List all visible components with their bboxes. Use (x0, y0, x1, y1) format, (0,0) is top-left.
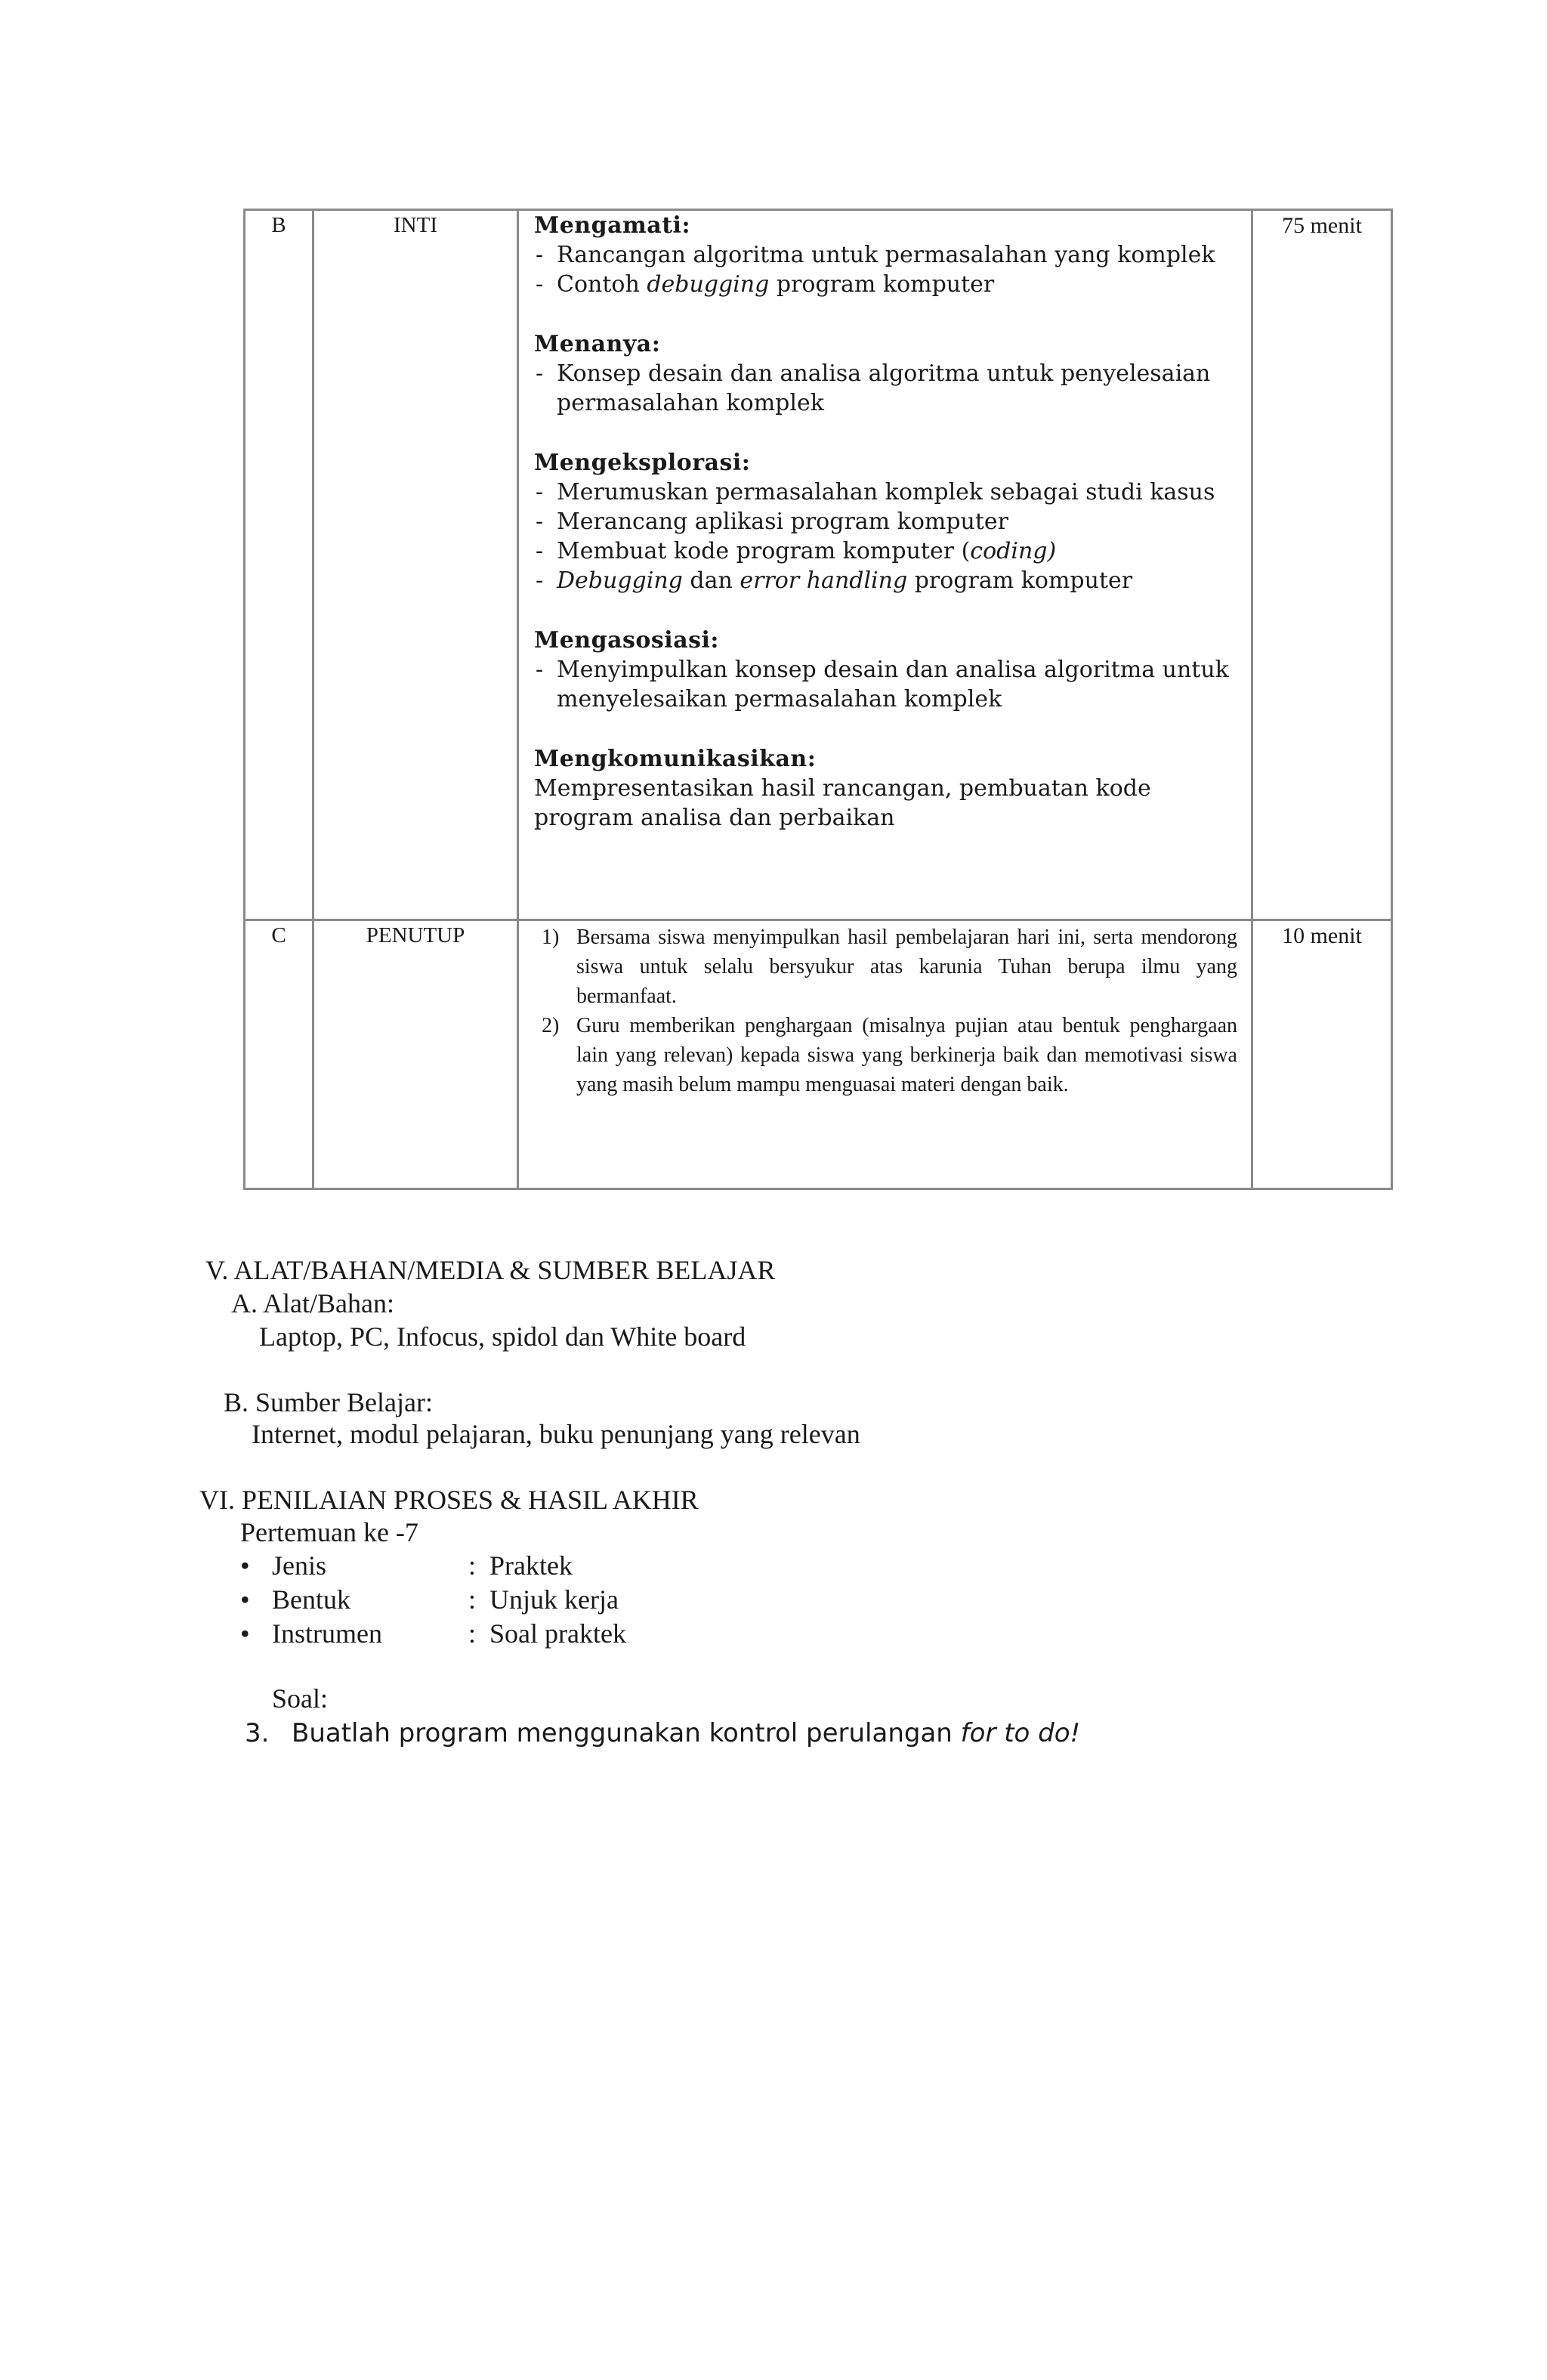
group-mengasosiasi (534, 626, 1243, 714)
table-row-penutup (245, 920, 1392, 1189)
list-item: - Debugging dan error handling program komputer (534, 566, 1243, 595)
list-item: - Menyimpulkan konsep desain dan analisa algoritma untuk menyelesaikan permasalahan komplek (534, 655, 1243, 714)
section-v-b-text: Internet, modul pelajaran, buku penunjang yang relevan (252, 1419, 860, 1449)
row-stage: INTI (313, 210, 518, 920)
section-vi-heading: VI. PENILAIAN PROSES & HASIL AKHIR (199, 1485, 699, 1515)
group-title: Mengkomunikasikan: (534, 746, 817, 772)
bullet-icon: • (240, 1584, 250, 1615)
soal-label: Soal: (272, 1683, 329, 1714)
row-code: B (245, 210, 313, 920)
group-text: Mempresentasikan hasil rancangan, pembuatan kode program analisa dan perbaikan (534, 775, 1151, 831)
section-v-a-text: Laptop, PC, Infocus, spidol dan White board (259, 1321, 746, 1352)
group-menanya (534, 329, 1243, 418)
group-title: Mengasosiasi: (534, 627, 720, 654)
list-item: - Konsep desain dan analisa algoritma untuk penyelesaian permasalahan komplek (534, 359, 1243, 418)
table-row-inti (245, 210, 1392, 920)
bullet-icon: • (240, 1618, 250, 1649)
bullet-icon: • (240, 1550, 250, 1581)
row-duration: 10 menit (1252, 920, 1392, 1189)
numbered-item: 2) Guru memberikan penghargaan (misalnya pujian atau bentuk penghargaan lain yang relevan) kepada siswa yang berkinerja baik dan memotivasi siswa yang masih belum mampu menguasai materi dengan baik. (542, 1014, 1237, 1096)
meeting-label: Pertemuan ke -7 (240, 1517, 418, 1547)
list-item: - Rancangan algoritma untuk permasalahan yang komplek (534, 240, 1243, 270)
group-title: Mengamati: (534, 212, 691, 239)
group-mengamati (534, 211, 1243, 299)
group-mengeksplorasi (534, 448, 1243, 595)
list-item: - Contoh debugging program komputer (534, 270, 1243, 299)
group-title: Menanya: (534, 331, 661, 357)
section-v-b-label: B. Sumber Belajar: (224, 1387, 433, 1417)
section-v-a-label: A. Alat/Bahan: (231, 1288, 394, 1318)
list-item: - Membuat kode program komputer (coding) (534, 536, 1243, 566)
document-page: B INTI Mengamati: - Rancangan algoritma untuk permasalahan yang komplek - Contoh debugging program komputer Menanya: - Konsep desain dan analisa algoritma untuk penyelesaian permasalahan komplek Mengeksplorasi: - Merumuskan permasalahan komplek sebagai studi kasus - Merancang aplikasi program komputer - Membuat kode program komputer (coding) - Debugging dan error handling program komputer Mengasosiasi: - Menyimpulkan konsep desain dan analisa algoritma untuk menyelesaikan permasalahan komplek Mengkomunikasikan: Mempresentasikan hasil rancangan, pembuatan kode program analisa dan perbaikan 75 menit C PENUTUP 1) Bersama siswa menyimpulkan hasil pembelajaran hari ini, serta mendorong siswa untuk selalu bersyukur atas karunia Tuhan berupa ilmu yang bermanfaat. 2) Guru memberikan penghargaan (misalnya pujian atau bentuk penghargaan lain yang relevan) kepada siswa yang berkinerja baik dan memotivasi siswa yang masih belum mampu menguasai materi dengan baik. 10 menit V. ALAT/BAHAN/MEDIA & SUMBER BELAJAR A. Alat/Bahan: Laptop, PC, Infocus, spidol dan White board B. Sumber Belajar: Internet, modul pelajaran, buku penunjang yang relevan VI. PENILAIAN PROSES & HASIL AKHIR Pertemuan ke -7 • Jenis : Praktek • Bentuk : Unjuk kerja • Instrumen : Soal praktek Soal: 3. Buatlah program menggunakan kontrol perulangan for to do! (0, 0, 1547, 2380)
row-code: C (245, 920, 313, 1189)
list-item: - Merumuskan permasalahan komplek sebagai studi kasus (534, 478, 1243, 507)
section-v-heading: V. ALAT/BAHAN/MEDIA & SUMBER BELAJAR (205, 1255, 776, 1285)
group-mengkomunikasikan (534, 744, 1243, 833)
closing-cell (518, 920, 1252, 1189)
numbered-item: 1) Bersama siswa menyimpulkan hasil pembelajaran hari ini, serta mendorong siswa untuk selalu bersyukur atas karunia Tuhan berupa ilmu yang bermanfaat. (542, 926, 1237, 1008)
row-duration: 75 menit (1252, 210, 1392, 920)
activity-table (243, 209, 1393, 1190)
row-stage: PENUTUP (313, 920, 518, 1189)
list-item: - Merancang aplikasi program komputer (534, 507, 1243, 536)
group-title: Mengeksplorasi: (534, 450, 751, 476)
activity-cell (518, 210, 1252, 920)
